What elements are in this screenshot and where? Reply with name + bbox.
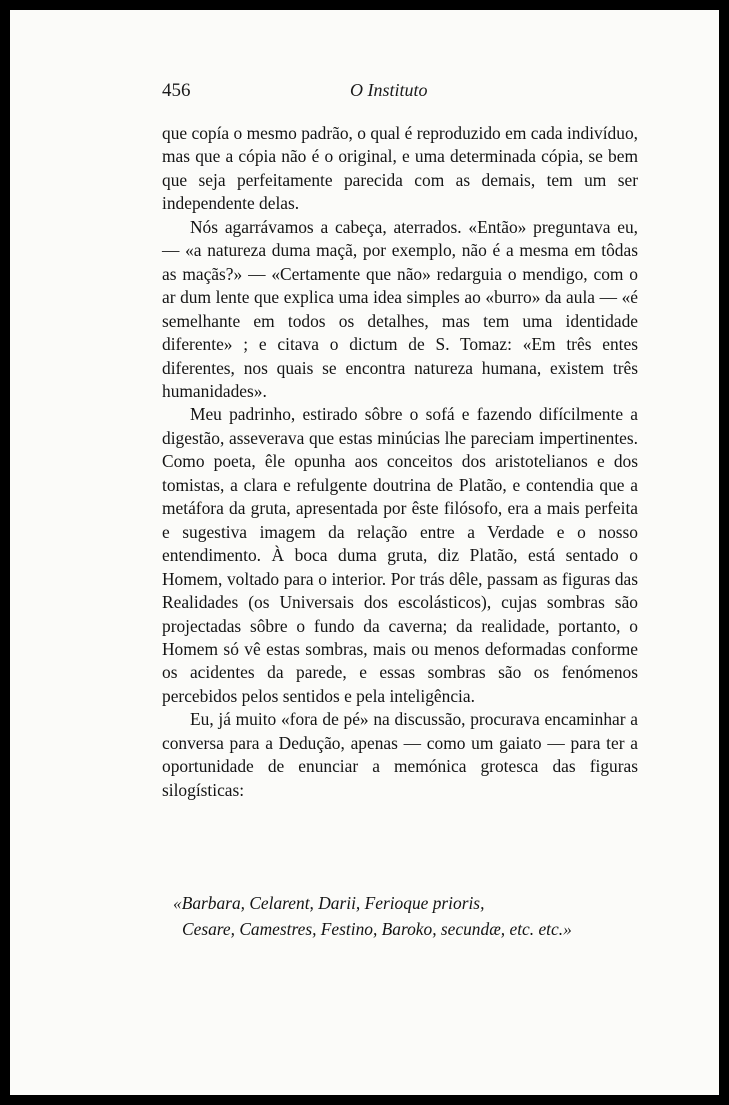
page-number: 456 [162, 80, 191, 101]
body-text [162, 122, 638, 802]
book-page [10, 10, 719, 1095]
paragraph-4: Eu, já muito «fora de pé» na discussão, procurava encaminhar a conversa para a Dedução, apenas — como um gaiato — para ter a oportunidade de enunciar a memónica grotesca das figuras silogísticas: [162, 709, 638, 800]
verse-line-1: «Barbara, Celarent, Darii, Ferioque prioris, [173, 893, 485, 913]
page-header [162, 74, 572, 108]
paragraph-3: Meu padrinho, estirado sôbre o sofá e fazendo difícilmente a digestão, asseverava que estas minúcias lhe pareciam impertinentes. Como poeta, êle opunha aos conceitos dos aristotelianos e dos tomistas, a clara e refulgente doutrina de Platão, e contendia que a metáfora da gruta, apresentada por êste filósofo, era a mais perfeita e sugestiva imagem da relação entre a Verdade e o nosso entendimento. À boca duma gruta, diz Platão, está sentado o Homem, voltado para o interior. Por trás dêle, passam as figuras das Realidades (os Universais dos escolásticos), cujas sombras são projectadas sôbre o fundo da caverna; da realidade, portanto, o Homem só vê estas sombras, mais ou menos deformadas conforme os acidentes da parede, e essas sombras são os fenómenos percebidos pelos sentidos e pela inteligência. [162, 404, 638, 706]
verse-line-2: Cesare, Camestres, Festino, Baroko, secundæ, etc. etc.» [182, 919, 572, 939]
running-title: O Instituto [350, 80, 428, 100]
mnemonic-verse [173, 890, 653, 942]
paragraph-2: Nós agarrávamos a cabeça, aterrados. «Então» preguntava eu, — «a natureza duma maçã, por exemplo, não é a mesma em tôdas as maçãs?» — «Certamente que não» redarguia o mendigo, com o ar dum lente que explica uma idea simples ao «burro» da aula — «é semelhante em todos os detalhes, mas tem uma identidade diferente» ; e citava o dictum de S. Tomaz: «Em três entes diferentes, nos quais se encontra natureza humana, existem três humanidades». [162, 216, 638, 401]
paragraph-1: que copía o mesmo padrão, o qual é reproduzido em cada indivíduo, mas que a cópia não é o original, e uma determinada cópia, se bem que seja perfeitamente parecida com as demais, tem um ser independente delas. [162, 123, 638, 214]
